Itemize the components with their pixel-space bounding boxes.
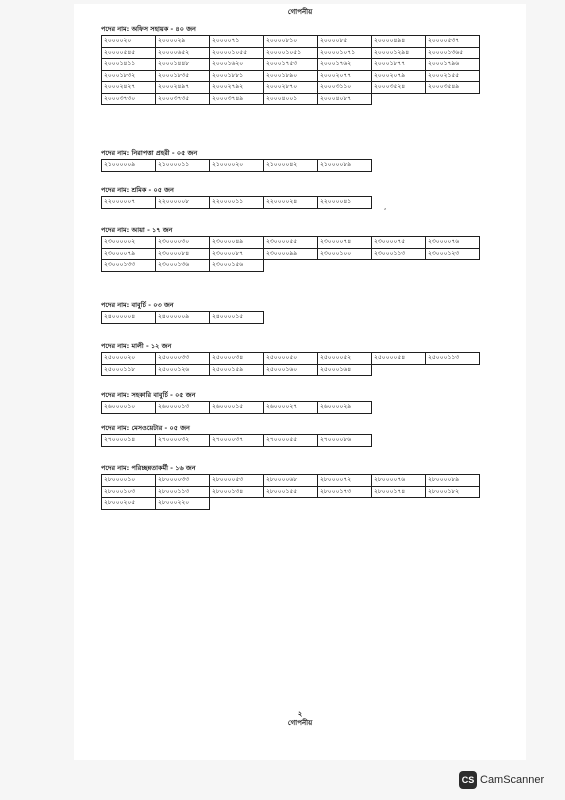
camscanner-text: CamScanner [480, 774, 545, 786]
roll-cell: ২৮০০০১৭৪ [372, 486, 426, 498]
roll-cell: ২৫০০০১১৩ [426, 353, 480, 365]
roll-cell: ২০০০১৬২০ [210, 59, 264, 71]
section-title: পদের নাম: মেসওয়েটার - ০৫ জন [101, 424, 190, 432]
roll-cell: ২০০০৩৫২৪ [372, 82, 426, 94]
roll-cell: ২৩০০০০৮৭ [210, 248, 264, 260]
roll-cell: ২৫০০০০৩৪ [210, 353, 264, 365]
roll-cell: ২৫০০০১২৬ [156, 364, 210, 376]
roll-cell: ২০০০৩১১০ [318, 82, 372, 94]
roll-cell: ২৩০০০০৭৬ [426, 237, 480, 249]
roll-cell: ২৫০০০০২০ [102, 353, 156, 365]
roll-cell: ২৭০০০০৫৫ [264, 435, 318, 447]
roll-cell: ২০০০২৪৯৭ [156, 82, 210, 94]
section-labourer [101, 185, 372, 209]
table-row [102, 237, 480, 249]
camscanner-watermark [459, 771, 544, 789]
roll-cell: ২২০০০০১১ [210, 197, 264, 209]
roll-cell: ২৭০০০০৩৭ [210, 435, 264, 447]
roll-cell: ২৩০০০০৫৫ [264, 237, 318, 249]
roll-cell: ২০০০১৮৯০ [264, 70, 318, 82]
roll-cell: ২০০০০১৩৬৫ [426, 47, 480, 59]
roll-cell: ২৪০০০০০৯ [156, 312, 210, 324]
table-row [102, 353, 480, 365]
roll-cell: ২২০০০০০৮ [156, 197, 210, 209]
roll-cell: ২০০০০৭১ [210, 36, 264, 48]
roll-cell: ২৮০০০১০৩ [102, 486, 156, 498]
roll-cell: ২০০০১৪১১ [102, 59, 156, 71]
table-row [102, 248, 480, 260]
camscanner-logo-icon: CS [459, 771, 477, 789]
roll-cell: ২৩০০০১৫৬ [210, 260, 264, 272]
roll-table [101, 159, 372, 172]
roll-cell: ২০০০৩৭৩০ [102, 93, 156, 105]
roll-cell: ২৮০০০১৮২ [426, 486, 480, 498]
section-assistant-cook [101, 390, 372, 414]
roll-cell: ২১০০০০৮৯ [318, 160, 372, 172]
table-row [102, 364, 480, 376]
roll-cell: ২০০০২৪২৭ [102, 82, 156, 94]
roll-cell: ২৩০০০১৩৩ [102, 260, 156, 272]
table-row [102, 70, 480, 82]
section-title: পদের নাম: শ্রমিক - ০৫ জন [101, 186, 174, 194]
roll-cell: ২০০০২০৭৭ [318, 70, 372, 82]
roll-cell: ২৩০০০০৭৫ [372, 237, 426, 249]
roll-cell: ২০০০০১০৭১ [318, 47, 372, 59]
confidential-header: গোপনীয় [287, 8, 313, 16]
roll-cell: ২৩০০০০৯৯ [264, 248, 318, 260]
roll-cell: ২৭০০০০১৪ [102, 435, 156, 447]
section-cook [101, 300, 264, 324]
roll-cell: ২০০০০১০৫১ [264, 47, 318, 59]
roll-cell: ২০০০১৮৩৫ [156, 70, 210, 82]
roll-cell: ২৬০০০০১৩ [156, 402, 210, 414]
confidential-footer: গোপনীয় [287, 719, 313, 727]
roll-cell: ২২০০০০২৪ [264, 197, 318, 209]
roll-cell: ২৫০০০১৫৯ [210, 364, 264, 376]
section-title: পদের নাম: বাবুর্চি - ০৩ জন [101, 301, 174, 309]
roll-cell: ২৩০০০০৩০ [156, 237, 210, 249]
section-security-guard [101, 148, 372, 172]
roll-cell: ২৮০০০০৭২ [318, 475, 372, 487]
roll-cell: ২৩০০০১৩৬ [156, 260, 210, 272]
roll-cell: ২৫০০০১৬৪ [318, 364, 372, 376]
roll-cell: ২০০০১৭৯৬ [426, 59, 480, 71]
roll-cell: ২৭০০০০৩২ [156, 435, 210, 447]
roll-cell: ২৩০০০১২৩ [426, 248, 480, 260]
section-title: পদের নাম: সহকারি বাবুর্চি - ০৫ জন [101, 391, 196, 399]
table-row [102, 312, 264, 324]
section-title: পদের নাম: পরিচ্ছন্নতাকর্মী - ১৬ জন [101, 464, 196, 472]
table-row [102, 260, 480, 272]
roll-cell: ২৩০০০০৪৯ [210, 237, 264, 249]
roll-cell: ২০০০১৮৭৭ [372, 59, 426, 71]
roll-cell: ২৫০০০০৫০ [264, 353, 318, 365]
roll-cell: ২২০০০০৪১ [318, 197, 372, 209]
roll-cell: ২৮০০০০৩৩ [156, 475, 210, 487]
section-title: পদের নাম: অফিস সহায়ক - ৪০ জন [101, 25, 196, 33]
table-row [102, 47, 480, 59]
roll-cell: ২৮০০০১৩৪ [210, 486, 264, 498]
table-row [102, 475, 480, 487]
roll-cell: ২৫০০০০৫২ [318, 353, 372, 365]
section-ayah [101, 225, 480, 272]
roll-cell: ২০০০৩৭৪৯ [210, 93, 264, 105]
roll-table [101, 474, 480, 510]
roll-cell: ২১০০০০৪২ [264, 160, 318, 172]
roll-table [101, 401, 372, 414]
roll-cell: ২৮০০০০৫৩ [210, 475, 264, 487]
roll-cell: ২০০০৩৫৪৯ [426, 82, 480, 94]
roll-cell: ২৪০০০০০৪ [102, 312, 156, 324]
roll-cell: ২৮০০০০১০ [102, 475, 156, 487]
roll-table [101, 35, 480, 105]
section-office-assistant [101, 24, 480, 105]
roll-table [101, 311, 264, 324]
table-row [102, 82, 480, 94]
roll-cell: ২১০০০০২০ [210, 160, 264, 172]
roll-cell: ২৩০০০১১৩ [372, 248, 426, 260]
roll-cell: ২০০০২৭৯২ [210, 82, 264, 94]
document-page [74, 4, 526, 760]
page-number: ২ [297, 710, 303, 718]
check-mark-icon: , [384, 203, 387, 211]
roll-cell: ২৫০০০১১৮ [102, 364, 156, 376]
roll-cell: ২৮০০০০৭৬ [372, 475, 426, 487]
roll-cell: ২৬০০০০২৭ [264, 402, 318, 414]
table-row [102, 93, 480, 105]
table-row [102, 435, 372, 447]
roll-cell: ২০০০০২০ [102, 36, 156, 48]
roll-cell: ২৭০০০০৮৬ [318, 435, 372, 447]
roll-cell: ২০০০১৭৫৩ [264, 59, 318, 71]
roll-cell: ২০০০৪০৮৭ [318, 93, 372, 105]
section-title: পদের নাম: নিরাপত্তা প্রহরী - ০৫ জন [101, 149, 198, 157]
roll-cell: ২০০০২০৭৯ [372, 70, 426, 82]
roll-cell: ২০০০০১০৫৫ [210, 47, 264, 59]
section-gardener [101, 341, 480, 376]
roll-cell: ২৫০০০১৬০ [264, 364, 318, 376]
roll-cell: ২০০০০২৯ [156, 36, 210, 48]
roll-cell: ২৬০০০০১৫ [210, 402, 264, 414]
roll-cell: ২০০০০৬৫২ [156, 47, 210, 59]
roll-cell: ২৩০০০০৭৪ [318, 237, 372, 249]
roll-cell: ২৮০০০১৫৫ [264, 486, 318, 498]
roll-cell: ২৬০০০০২৯ [318, 402, 372, 414]
roll-cell: ২৮০০০০৮৯ [426, 475, 480, 487]
roll-cell: ২০০০০৮১০ [264, 36, 318, 48]
roll-cell: ২০০০৩৭৩৫ [156, 93, 210, 105]
table-row [102, 36, 480, 48]
roll-cell: ২১০০০০১১ [156, 160, 210, 172]
roll-cell: ২৬০০০০১০ [102, 402, 156, 414]
roll-cell: ২০০০১৮৮১ [210, 70, 264, 82]
roll-cell: ২৩০০০০৭৯ [102, 248, 156, 260]
roll-cell: ২০০০১৭৬২ [318, 59, 372, 71]
roll-cell: ২০০০২৮৭০ [264, 82, 318, 94]
roll-cell: ২৮০০০২০৫ [102, 498, 156, 510]
roll-cell: ২০০০১৪৪৮ [156, 59, 210, 71]
roll-cell: ২৫০০০০৫৪ [372, 353, 426, 365]
roll-cell: ২৮০০০১৭৩ [318, 486, 372, 498]
table-row [102, 402, 372, 414]
roll-cell: ২৮০০০২২০ [156, 498, 210, 510]
table-row [102, 486, 480, 498]
roll-cell: ২৩০০০১০০ [318, 248, 372, 260]
roll-cell: ২০০০০১২৯৪ [372, 47, 426, 59]
roll-cell: ২৫০০০০৩৩ [156, 353, 210, 365]
table-row [102, 498, 480, 510]
section-cleaner [101, 463, 480, 510]
roll-cell: ২০০০০৮৫ [318, 36, 372, 48]
roll-cell: ২০০০০৫৪৫ [102, 47, 156, 59]
roll-cell: ২১০০০০০৯ [102, 160, 156, 172]
table-row [102, 59, 480, 71]
roll-cell: ২৪০০০০১৫ [210, 312, 264, 324]
roll-cell: ২০০০১৮৩২ [102, 70, 156, 82]
table-row [102, 160, 372, 172]
roll-cell: ২২০০০০০৭ [102, 197, 156, 209]
roll-cell: ২০০০০৪৯৪ [372, 36, 426, 48]
section-mess-waiter [101, 423, 372, 447]
roll-table [101, 196, 372, 209]
roll-table [101, 236, 480, 272]
roll-cell: ২৩০০০০০২ [102, 237, 156, 249]
section-title: পদের নাম: আয়া - ১৭ জন [101, 226, 173, 234]
roll-cell: ২০০০২১৫৫ [426, 70, 480, 82]
section-title: পদের নাম: মালী - ১২ জন [101, 342, 172, 350]
roll-cell: ২০০০৪০০১ [264, 93, 318, 105]
roll-cell: ২৮০০০১১৩ [156, 486, 210, 498]
roll-cell: ২০০০০৫৩৭ [426, 36, 480, 48]
roll-cell: ২৮০০০০৬৮ [264, 475, 318, 487]
roll-table [101, 352, 480, 376]
roll-table [101, 434, 372, 447]
table-row [102, 197, 372, 209]
roll-cell: ২৩০০০০৮৪ [156, 248, 210, 260]
